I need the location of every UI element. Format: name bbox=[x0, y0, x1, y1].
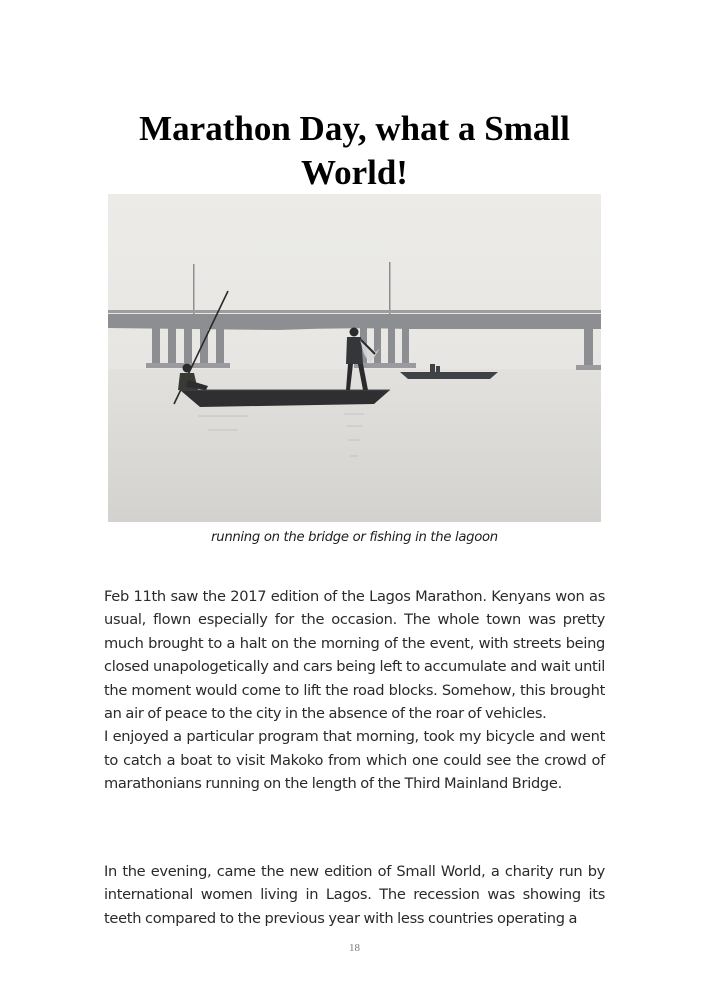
article-title: Marathon Day, what a Small World! bbox=[139, 109, 570, 193]
paragraph: In the evening, came the new edition of Small World, a charity run by international women living in Lagos. The recession was showing its teeth compared to the previous year with less countries operating a bbox=[104, 863, 605, 927]
paragraph: Feb 11th saw the 2017 edition of the Lagos Marathon. Kenyans won as usual, flown especially for the occasion. The whole town was pretty much brought to a halt on the morning of the event, with streets being closed unapologetically and cars being left to accumulate and wait until the moment would come to lift the road blocks. Somehow, this brought an air of peace to the city in the absence of the roar of vehicles. bbox=[104, 588, 605, 723]
photo-caption: running on the bridge or fishing in the lagoon bbox=[211, 530, 498, 545]
lagoon-photo bbox=[108, 194, 601, 522]
page-number: 18 bbox=[349, 942, 360, 954]
paragraph: I enjoyed a particular program that morning, took my bicycle and went to catch a boat to visit Makoko from which one could see the crowd of marathonians running on the length of the Third Mainland Bridge. bbox=[104, 728, 605, 793]
article-body-continued bbox=[104, 860, 605, 930]
article-body bbox=[104, 585, 605, 796]
